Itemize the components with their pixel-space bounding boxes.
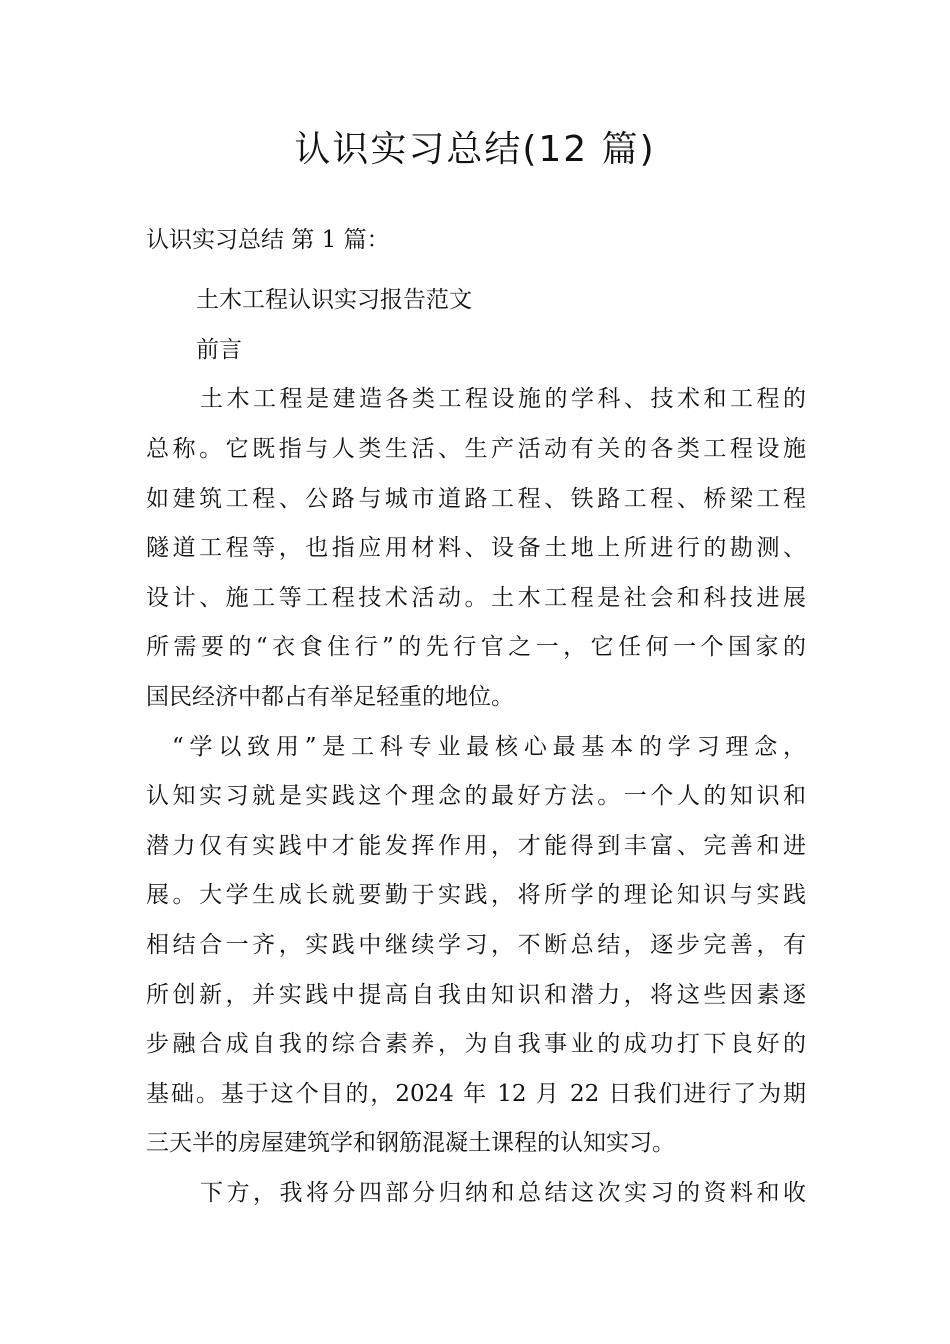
paragraph-line: 隧道工程等，也指应用材料、设备土地上所进行的勘测、 (146, 535, 806, 561)
paragraph-line: 如建筑工程、公路与城市道路工程、铁路工程、桥梁工程 (146, 486, 806, 512)
paragraph-line: 认知实习就是实践这个理念的最好方法。一个人的知识和 (146, 783, 806, 809)
paragraph-line: 所需要的“衣食住行”的先行官之一，它任何一个国家的 (146, 634, 806, 660)
preface-heading: 前言 (196, 337, 242, 363)
paragraph-line: 设计、施工等工程技术活动。土木工程是社会和科技进展 (146, 585, 806, 611)
paragraph-line: 总称。它既指与人类生活、生产活动有关的各类工程设施 (146, 436, 806, 462)
paragraph-line: 基础。基于这个目的，2024 年 12 月 22 日我们进行了为期 (146, 1081, 806, 1107)
report-title: 土木工程认识实习报告范文 (196, 287, 472, 313)
paragraph-line: 相结合一齐，实践中继续学习，不断总结，逐步完善，有 (146, 932, 806, 958)
paragraph-line: 下方，我将分四部分归纳和总结这次实习的资料和收 (200, 1180, 806, 1206)
paragraph-line: 潜力仅有实践中才能发挥作用，才能得到丰富、完善和进 (146, 833, 806, 859)
document-title: 认识实习总结(12 篇) (294, 129, 656, 170)
paragraph-line: 步融合成自我的综合素养，为自我事业的成功打下良好的 (146, 1031, 806, 1057)
paragraph-line: 土木工程是建造各类工程设施的学科、技术和工程的 (200, 386, 806, 412)
paragraph-line: 国民经济中都占有举足轻重的地位。 (146, 684, 514, 710)
paragraph-line: 所创新，并实践中提高自我由知识和潜力，将这些因素逐 (146, 982, 806, 1008)
section-heading: 认识实习总结 第 1 篇： (146, 227, 390, 253)
paragraph-line: “学以致用”是工科专业最核心最基本的学习理念， (172, 734, 806, 760)
paragraph-line: 展。大学生成长就要勤于实践，将所学的理论知识与实践 (146, 882, 806, 908)
paragraph-line: 三天半的房屋建筑学和钢筋混凝土课程的认知实习。 (146, 1130, 675, 1156)
